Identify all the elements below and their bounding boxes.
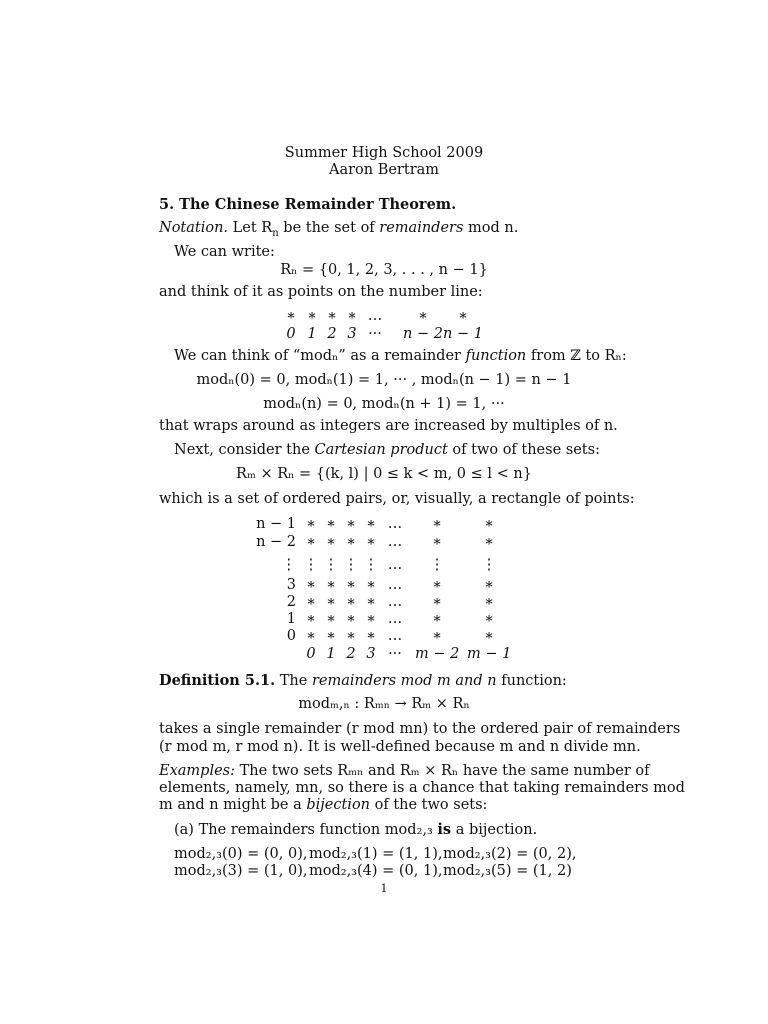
cartesian-text-post: of two of these sets: xyxy=(447,442,600,458)
examples-line-1-text: The two sets Rₘₙ and Rₘ × Rₙ have the same number of xyxy=(234,763,650,779)
definition-line-2: (r mod m, r mod n). It is well-defined because m and n divide mn. xyxy=(159,739,641,755)
notation-text-post: mod n. xyxy=(463,220,519,236)
grid-cell: … xyxy=(387,557,403,573)
notation-emphasis: remainders xyxy=(379,220,464,236)
number-line-label: 0 xyxy=(286,326,296,342)
definition-line-1: takes a single remainder (r mod mn) to the ordered pair of remainders xyxy=(159,721,681,737)
ordered-pairs-text: which is a set of ordered pairs, or, visually, a rectangle of points: xyxy=(159,491,635,507)
definition-text-post: function: xyxy=(496,673,567,689)
grid-cell: ∗ xyxy=(484,534,494,550)
number-line-label: 1 xyxy=(307,326,317,342)
grid-cell: ∗ xyxy=(432,516,442,532)
notation-text-pre: Let R xyxy=(232,220,273,236)
grid-cell: … xyxy=(387,611,403,627)
cartesian-text-pre: Next, consider the xyxy=(174,442,315,458)
number-line-label: ··· xyxy=(368,326,382,342)
examples-line-3-emphasis: bijection xyxy=(306,797,371,813)
we-can-write: We can write: xyxy=(174,244,275,260)
grid-cell: ∗ xyxy=(306,534,316,550)
number-line-mark: ∗ xyxy=(286,308,296,324)
function-text-pre: We can think of “modₙ” as a remainder xyxy=(174,348,466,364)
number-line-mark: ∗ xyxy=(327,308,337,324)
example-value-5: mod₂,₃(5) = (1, 2) xyxy=(443,863,572,879)
example-a-bold: is xyxy=(437,821,452,838)
grid-cell: ∗ xyxy=(326,534,336,550)
grid-column-label: m − 1 xyxy=(467,646,512,662)
document-author: Aaron Bertram xyxy=(328,162,440,178)
grid-cell: ∗ xyxy=(346,577,356,593)
grid-row-label: 0 xyxy=(286,628,296,644)
notation-label: Notation. xyxy=(159,220,229,236)
grid-cell: ∗ xyxy=(366,516,376,532)
grid-cell: ∗ xyxy=(366,577,376,593)
grid-cell: ∗ xyxy=(432,628,442,644)
notation-subscript: n xyxy=(272,227,279,239)
example-value-3: mod₂,₃(3) = (1, 0), xyxy=(174,863,308,879)
number-line-mark: ∗ xyxy=(458,308,468,324)
grid-cell: ∗ xyxy=(346,516,356,532)
number-line-label: n − 2 xyxy=(403,326,443,342)
grid-cell: ∗ xyxy=(484,628,494,644)
grid-row-label: 2 xyxy=(286,594,296,610)
example-value-2: mod₂,₃(2) = (0, 2), xyxy=(443,846,577,862)
grid-cell: ∗ xyxy=(432,611,442,627)
examples-line-2: elements, namely, mn, so there is a chance that taking remainders mod xyxy=(159,780,685,796)
cartesian-equation: Rₘ × Rₙ = {(k, l) | 0 ≤ k < m, 0 ≤ l < n} xyxy=(236,466,532,482)
grid-column-label: 1 xyxy=(326,646,336,662)
definition-label: Definition 5.1. xyxy=(159,672,276,689)
cartesian-paragraph xyxy=(174,442,600,459)
grid-cell: ∗ xyxy=(484,611,494,627)
grid-cell: ∗ xyxy=(484,594,494,610)
grid-cell: ∗ xyxy=(326,611,336,627)
examples-line-3 xyxy=(159,797,487,814)
grid-row-label: ⋮ xyxy=(281,557,296,573)
grid-cell: ∗ xyxy=(306,628,316,644)
grid-cell: ∗ xyxy=(346,611,356,627)
number-line-label: 2 xyxy=(327,326,337,342)
grid-cell: ∗ xyxy=(326,594,336,610)
definition-map: modₘ,ₙ : Rₘₙ → Rₘ × Rₙ xyxy=(298,696,470,712)
grid-cell: ∗ xyxy=(326,516,336,532)
function-text-post: from ℤ to Rₙ: xyxy=(526,348,627,364)
number-line-label: 3 xyxy=(347,326,357,342)
examples-line-3-post: of the two sets: xyxy=(370,797,488,813)
function-paragraph xyxy=(174,348,627,365)
grid-cell: … xyxy=(387,628,403,644)
grid-cell: ∗ xyxy=(484,516,494,532)
notation-paragraph xyxy=(159,220,518,242)
definition-emphasis: remainders mod m and n xyxy=(311,673,497,689)
example-value-4: mod₂,₃(4) = (0, 1), xyxy=(309,863,443,879)
grid-cell: ∗ xyxy=(432,577,442,593)
grid-row-label: 1 xyxy=(286,611,296,627)
number-line-mark: ∗ xyxy=(347,308,357,324)
grid-column-label: ··· xyxy=(388,646,402,662)
grid-cell: ∗ xyxy=(306,577,316,593)
grid-cell: ⋮ xyxy=(343,557,359,573)
grid-cell: ⋮ xyxy=(303,557,319,573)
examples-line-1 xyxy=(159,763,650,780)
number-line-mark: … xyxy=(367,308,383,324)
definition-paragraph xyxy=(159,672,567,690)
definition-text-pre: The xyxy=(275,673,312,689)
grid-row-label: n − 2 xyxy=(256,534,296,550)
grid-row-label: 3 xyxy=(286,577,296,593)
grid-cell: ∗ xyxy=(346,628,356,644)
cartesian-emphasis: Cartesian product xyxy=(314,442,448,458)
grid-cell: … xyxy=(387,577,403,593)
grid-cell: ∗ xyxy=(346,534,356,550)
number-line-mark: ∗ xyxy=(418,308,428,324)
grid-cell: … xyxy=(387,594,403,610)
grid-cell: ∗ xyxy=(432,594,442,610)
example-value-1: mod₂,₃(1) = (1, 1), xyxy=(309,846,443,862)
section-heading: 5. The Chinese Remainder Theorem. xyxy=(159,196,457,213)
examples-label: Examples: xyxy=(159,763,235,779)
wraps-around-text: that wraps around as integers are increased by multiples of n. xyxy=(159,418,618,434)
grid-cell: ∗ xyxy=(432,534,442,550)
grid-cell: ⋮ xyxy=(363,557,379,573)
grid-cell: ⋮ xyxy=(323,557,339,573)
grid-cell: ∗ xyxy=(366,628,376,644)
document-title: Summer High School 2009 xyxy=(284,145,484,161)
grid-row-label: n − 1 xyxy=(256,516,296,532)
grid-column-label: 3 xyxy=(366,646,376,662)
grid-cell: ∗ xyxy=(484,577,494,593)
number-line-mark: ∗ xyxy=(307,308,317,324)
grid-cell: ∗ xyxy=(306,516,316,532)
examples-line-3-pre: m and n might be a xyxy=(159,797,307,813)
grid-cell: … xyxy=(387,516,403,532)
rn-set-equation: Rₙ = {0, 1, 2, 3, . . . , n − 1} xyxy=(280,262,488,278)
mod-equation-2: modₙ(n) = 0, modₙ(n + 1) = 1, ··· xyxy=(263,396,505,412)
grid-cell: ∗ xyxy=(366,611,376,627)
grid-cell: ∗ xyxy=(366,534,376,550)
example-a-pre: (a) The remainders function mod₂,₃ xyxy=(174,822,438,838)
grid-cell: ∗ xyxy=(326,577,336,593)
grid-cell: ⋮ xyxy=(481,557,497,573)
page-number: 1 xyxy=(380,882,388,895)
grid-cell: … xyxy=(387,534,403,550)
grid-cell: ∗ xyxy=(306,611,316,627)
function-emphasis: function xyxy=(465,348,527,364)
number-line-label: n − 1 xyxy=(443,326,483,342)
example-a xyxy=(174,821,537,839)
grid-cell: ∗ xyxy=(306,594,316,610)
grid-cell: ∗ xyxy=(326,628,336,644)
example-value-0: mod₂,₃(0) = (0, 0), xyxy=(174,846,308,862)
notation-text-mid: be the set of xyxy=(278,220,380,236)
example-a-post: a bijection. xyxy=(451,822,538,838)
grid-column-label: 2 xyxy=(346,646,356,662)
number-line-intro: and think of it as points on the number line: xyxy=(159,284,483,300)
mod-equation-1: modₙ(0) = 0, modₙ(1) = 1, ··· , modₙ(n − 1) = n − 1 xyxy=(196,372,572,388)
grid-column-label: 0 xyxy=(306,646,316,662)
grid-cell: ⋮ xyxy=(429,557,445,573)
grid-cell: ∗ xyxy=(366,594,376,610)
grid-cell: ∗ xyxy=(346,594,356,610)
grid-column-label: m − 2 xyxy=(415,646,460,662)
